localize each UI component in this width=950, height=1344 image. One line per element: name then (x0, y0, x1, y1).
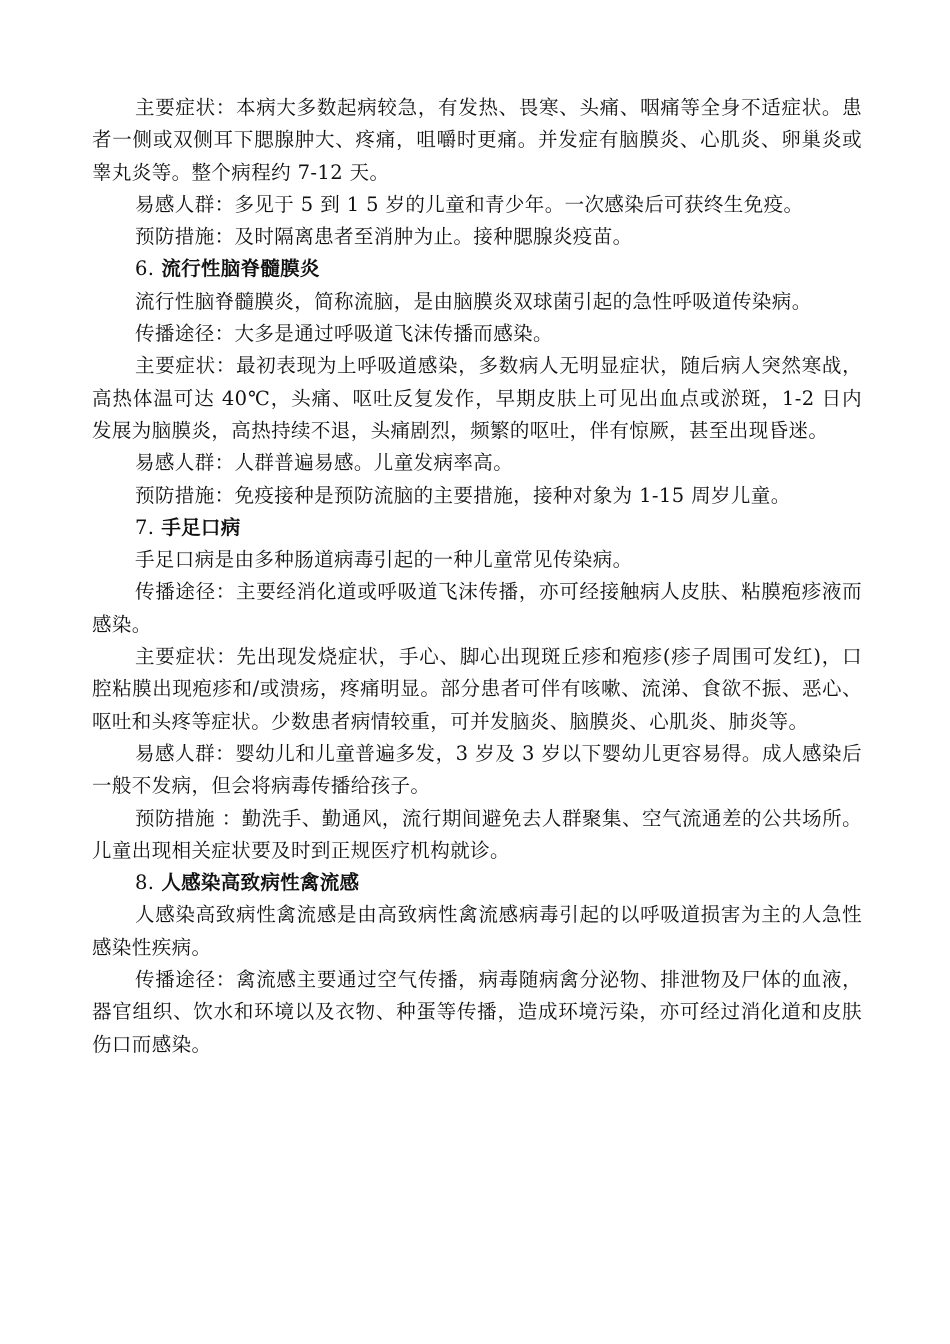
paragraph-mumps-symptoms: 主要症状：本病大多数起病较急，有发热、畏寒、头痛、咽痛等全身不适症状。患者一侧或双侧耳下腮腺肿大、疼痛，咀嚼时更痛。并发症有脑膜炎、心肌炎、卵巢炎或睾丸炎等。整个病程约 7-12 天。 (92, 96, 862, 184)
paragraph-mumps-prevention: 预防措施：及时隔离患者至消肿为止。接种腮腺炎疫苗。 (135, 225, 633, 249)
paragraph-avian-flu-transmission: 传播途径：禽流感主要通过空气传播，病毒随病禽分泌物、排泄物及尸体的血液，器官组织、饮水和环境以及衣物、种蛋等传播，造成环境污染，亦可经过消化道和皮肤伤口而感染。 (92, 968, 862, 1056)
paragraph-hfmd-symptoms: 主要症状：先出现发烧症状，手心、脚心出现斑丘疹和疱疹(疹子周围可发红)，口腔粘膜出现疱疹和/或溃疡，疼痛明显。部分患者可伴有咳嗽、流涕、食欲不振、恶心、呕吐和头疼等症状。少数患者病情较重，可并发脑炎、脑膜炎、心肌炎、肺炎等。 (92, 645, 862, 733)
document-page (92, 92, 862, 1061)
section-title: 手足口病 (161, 515, 241, 539)
section-heading-avian-flu (92, 867, 862, 899)
section-title: 流行性脑脊髓膜炎 (161, 257, 320, 281)
paragraph-meningitis-susceptible: 易感人群：人群普遍易感。儿童发病率高。 (135, 451, 514, 475)
paragraph-meningitis-symptoms: 主要症状：最初表现为上呼吸道感染，多数病人无明显症状，随后病人突然寒战，高热体温可达 40℃，头痛、呕吐反复发作，早期皮肤上可见出血点或淤斑，1-2 日内发展为脑膜炎，高热持续不退，头痛剧烈，频繁的呕吐，伴有惊厥，甚至出现昏迷。 (92, 354, 862, 442)
paragraph-meningitis-intro: 流行性脑脊髓膜炎，简称流脑，是由脑膜炎双球菌引起的急性呼吸道传染病。 (135, 289, 812, 313)
paragraph-hfmd-susceptible: 易感人群：婴幼儿和儿童普遍多发，3 岁及 3 岁以下婴幼儿更容易得。成人感染后一般不发病，但会将病毒传播给孩子。 (92, 741, 862, 798)
paragraph-meningitis-prevention: 预防措施：免疫接种是预防流脑的主要措施，接种对象为 1-15 周岁儿童。 (135, 483, 791, 507)
paragraph-hfmd-transmission: 传播途径：主要经消化道或呼吸道飞沫传播，亦可经接触病人皮肤、粘膜疱疹液而感染。 (92, 580, 862, 636)
paragraph-meningitis-transmission: 传播途径：大多是通过呼吸道飞沫传播而感染。 (135, 322, 553, 346)
paragraph-hfmd-prevention: 预防措施 ：勤洗手、勤通风，流行期间避免去人群聚集、空气流通差的公共场所。儿童出现相关症状要及时到正规医疗机构就诊。 (92, 806, 862, 862)
section-heading-hfmd (92, 512, 862, 544)
section-number: 7. (135, 515, 155, 539)
section-title: 人感染高致病性禽流感 (161, 871, 360, 895)
paragraph-hfmd-intro: 手足口病是由多种肠道病毒引起的一种儿童常见传染病。 (135, 548, 633, 572)
section-heading-meningitis (92, 253, 862, 285)
section-number: 8. (135, 871, 155, 895)
section-number: 6. (135, 257, 155, 281)
paragraph-mumps-susceptible: 易感人群：多见于 5 到 1 5 岁的儿童和青少年。一次感染后可获终生免疫。 (135, 192, 804, 216)
paragraph-avian-flu-intro: 人感染高致病性禽流感是由高致病性禽流感病毒引起的以呼吸道损害为主的人急性感染性疾病。 (92, 903, 862, 959)
